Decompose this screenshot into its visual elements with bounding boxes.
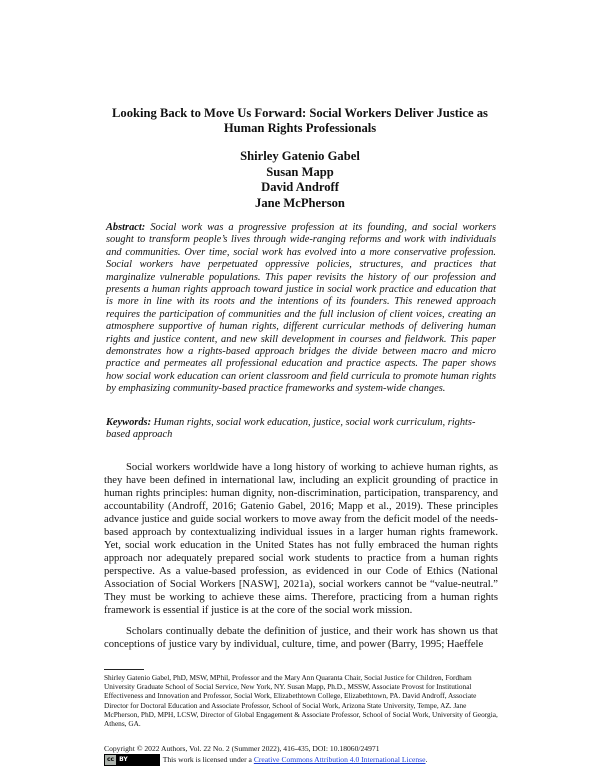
cc-icon: cc [107,756,115,763]
body-text [104,461,498,659]
license-prefix: This work is licensed under a [162,755,254,764]
author-affiliations-footnote: Shirley Gatenio Gabel, PhD, MSW, MPhil, Professor and the Mary Ann Quaranta Chair, Social Justice for Children, Fordham University Graduate School of Social Service, New York, NY. Susan Mapp, Ph.D., MSSW, Associate Provost for Institutional Effectiveness and Innovation and Professor, Social Work, Elizabethtown College, Elizabethtown, PA. David Androff, Associate Director for Doctoral Education and Associate Professor, School of Social Work, Arizona State University, Tempe, AZ. Jane McPherson, PhD, MPH, LCSW, Director of Global Engagement & Associate Professor, School of Social Work, University of Georgia, Athens, GA. [104,673,498,729]
by-icon: BY [116,755,131,765]
abstract-text: Social work was a progressive profession at its founding, and social workers sought to transform people’s lives through wide-ranging reforms and work with individuals and communities. Over time, social work has evolved into a more conservative profession. Social workers have perpetuated oppressive policies, structures, and practices that marginalize vulnerable populations. This paper revisits the history of our profession and presents a human rights approach toward justice in social work practice and education that is more in line with its roots and the intentions of its founders. This renewed approach requires the participation of communities and the full inclusion of client voices, creating an atmosphere supportive of human rights, different curricular methods of delivering human rights and justice content, and new skill development in courses and fieldwork. This paper demonstrates how a rights-based approach bridges the divide between macro and micro practice and permeates all professional education and practice aspects. The paper shows how social work education can orient classroom and field curricula to promote human rights by emphasizing community-based practice frameworks and system-wide changes. [106,222,496,395]
badge-fill [131,755,159,765]
author-name: Shirley Gatenio Gabel [240,149,360,163]
license-statement [104,754,427,765]
license-suffix: . [425,755,428,764]
author-name: Jane McPherson [255,195,345,210]
abstract [106,222,496,396]
copyright-line: Copyright © 2022 Authors, Vol. 22 No. 2 (Summer 2022), 416-435, DOI: 10.18060/24971 [104,744,380,753]
title-line-1: Looking Back to Move Us Forward: Social Workers Deliver Justice as [112,106,488,120]
abstract-label: Abstract: [106,222,146,233]
body-paragraph: Social workers worldwide have a long history of working to achieve human rights, as they have been defined in international law, including an explicit grounding of practice in human rights principles: human dignity, non-discrimination, participation, transparency, and accountability (Androff, 2016; Gatenio Gabel, 2016; Mapp et al., 2019). These principles advance justice and guide social workers to move away from the deficit model of the needs-based approach by contextualizing individual issues in a larger human rights framework. Yet, social work education in the United States has not fully embraced the human rights approach nor adequately prepared social work students to practice from a human rights perspective. As a value-based profession, as evidenced in our Code of Ethics (National Association of Social Workers [NASW], 2021a), social workers cannot be “value-neutral.” They must be working to achieve these aims. Therefore, practicing from a human rights framework is essential if justice is at the core of the social work mission. [104,462,498,616]
keywords [106,417,496,442]
author-name: Susan Mapp [266,164,334,179]
keywords-label: Keywords: [106,417,152,428]
author-name: David Androff [261,180,339,195]
author-list [150,149,450,211]
body-paragraph: Scholars continually debate the definition of justice, and their work has shown us that conceptions of justice vary by individual, culture, time, and power (Barry, 1995; Haeffele [104,626,498,650]
title-line-2: Human Rights Professionals [223,121,377,135]
paper-title [100,106,500,136]
cc-by-license-icon[interactable] [104,754,160,766]
keywords-text: Human rights, social work education, justice, social work curriculum, rights-based approach [106,417,476,441]
footnote-divider [104,669,144,670]
license-link[interactable]: Creative Commons Attribution 4.0 International License [253,755,426,764]
